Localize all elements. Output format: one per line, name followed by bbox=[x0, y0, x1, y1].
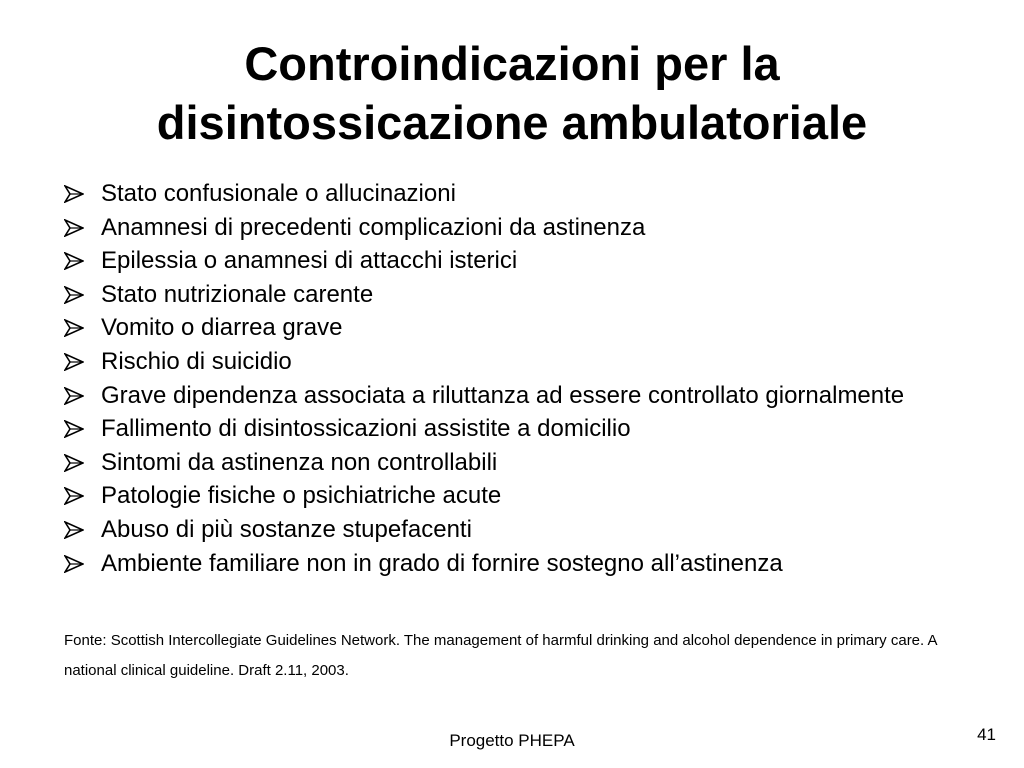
bullet-item bbox=[64, 416, 964, 442]
arrowhead-bullet-icon bbox=[64, 454, 84, 472]
arrowhead-bullet-icon bbox=[64, 252, 84, 270]
bullet-item bbox=[64, 450, 964, 476]
bullet-text: Sintomi da astinenza non controllabili bbox=[101, 448, 498, 476]
arrowhead-bullet-icon bbox=[64, 420, 84, 438]
bullet-item bbox=[64, 349, 964, 375]
arrowhead-bullet-icon bbox=[64, 353, 84, 371]
arrowhead-bullet-icon bbox=[64, 387, 84, 405]
arrowhead-bullet-icon bbox=[64, 555, 84, 573]
slide-title bbox=[40, 34, 984, 152]
bullet-text: Grave dipendenza associata a riluttanza ad essere controllato giornalmente bbox=[101, 381, 905, 409]
bullet-item bbox=[64, 248, 964, 274]
bullet-text: Vomito o diarrea grave bbox=[101, 314, 343, 342]
arrowhead-bullet-icon bbox=[64, 521, 84, 539]
bullet-text: Fallimento di disintossicazioni assistite a domicilio bbox=[101, 415, 631, 443]
arrowhead-bullet-icon bbox=[64, 487, 84, 505]
bullet-text: Epilessia o anamnesi di attacchi isterici bbox=[101, 247, 518, 275]
slide-title-line-1: Controindicazioni per la bbox=[244, 37, 780, 90]
bullet-text: Ambiente familiare non in grado di fornire sostegno all’astinenza bbox=[101, 549, 783, 577]
arrowhead-bullet-icon bbox=[64, 185, 84, 203]
bullet-text: Anamnesi di precedenti complicazioni da astinenza bbox=[101, 213, 646, 241]
bullet-item bbox=[64, 551, 964, 577]
arrowhead-bullet-icon bbox=[64, 219, 84, 237]
bullet-item bbox=[64, 517, 964, 543]
bullet-item bbox=[64, 483, 964, 509]
bullet-item bbox=[64, 215, 964, 241]
bullet-text: Stato nutrizionale carente bbox=[101, 280, 374, 308]
bullet-item bbox=[64, 181, 964, 207]
bullet-item bbox=[64, 315, 964, 341]
bullet-list bbox=[64, 181, 964, 584]
bullet-text: Abuso di più sostanze stupefacenti bbox=[101, 515, 472, 543]
arrowhead-bullet-icon bbox=[64, 319, 84, 337]
slide-title-line-2: disintossicazione ambulatoriale bbox=[156, 96, 868, 149]
bullet-item bbox=[64, 282, 964, 308]
bullet-item bbox=[64, 383, 964, 409]
bullet-text: Stato confusionale o allucinazioni bbox=[101, 180, 456, 207]
arrowhead-bullet-icon bbox=[64, 286, 84, 304]
bullet-text: Patologie fisiche o psichiatriche acute bbox=[101, 482, 502, 510]
source-note: Fonte: Scottish Intercollegiate Guidelines Network. The management of harmful drinking and alcohol dependence in primary care. A national clinical guideline. Draft 2.11, 2003. bbox=[64, 632, 937, 679]
footer-text: Progetto PHEPA bbox=[449, 731, 575, 750]
slide-number: 41 bbox=[977, 725, 996, 744]
bullet-text: Rischio di suicidio bbox=[101, 347, 292, 375]
